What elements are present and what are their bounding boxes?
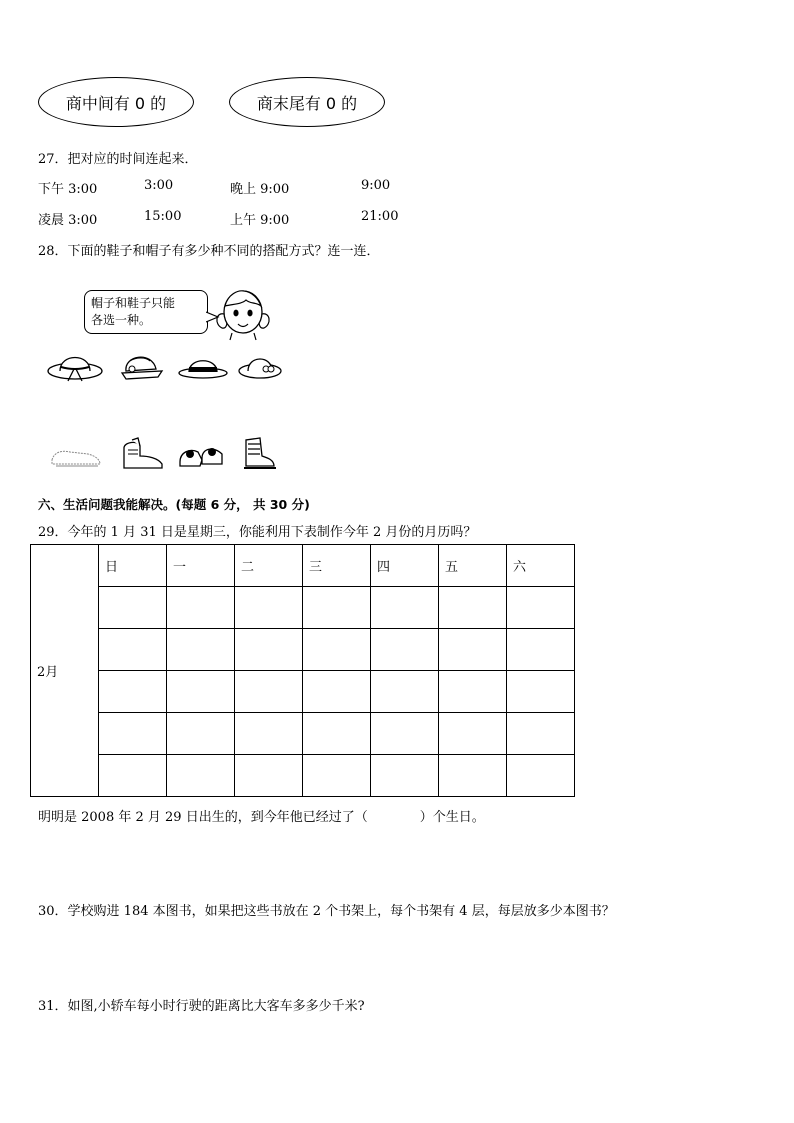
sandal-icon xyxy=(176,434,226,470)
date-cell[interactable] xyxy=(99,671,167,713)
oval-label: 商中间有 0 的 xyxy=(65,93,167,113)
section-6-heading: 六、生活问题我能解决。(每题 6 分， 共 30 分) xyxy=(38,497,310,512)
date-cell[interactable] xyxy=(235,755,303,797)
date-cell[interactable] xyxy=(507,713,575,755)
speech-bubble xyxy=(84,290,208,334)
month-label-cell xyxy=(31,545,99,797)
time-item: 3:00 xyxy=(144,178,174,193)
date-cell[interactable] xyxy=(303,671,371,713)
date-cell[interactable] xyxy=(235,713,303,755)
girl-icon xyxy=(212,284,274,342)
time-item: 9:00 xyxy=(361,178,391,193)
date-cell[interactable] xyxy=(507,671,575,713)
weekday-header: 三 xyxy=(303,545,371,587)
question-30: 30．学校购进 184 本图书，如果把这些书放在 2 个书架上，每个书架有 4 层，每层放多少本图书？ xyxy=(38,904,615,919)
date-cell[interactable] xyxy=(439,671,507,713)
date-cell[interactable] xyxy=(235,671,303,713)
bonnet-icon xyxy=(236,347,284,383)
date-cell[interactable] xyxy=(371,671,439,713)
date-cell[interactable] xyxy=(439,587,507,629)
time-item: 上午 9:00 xyxy=(230,213,290,228)
weekday-header: 五 xyxy=(439,545,507,587)
oval-quotient-middle-zero xyxy=(38,77,194,127)
high-top-icon xyxy=(236,432,278,472)
calendar-table xyxy=(30,544,575,797)
date-cell[interactable] xyxy=(507,629,575,671)
question-29-followup: 明明是 2008 年 2 月 29 日出生的，到今年他已经过了（ ）个生日。 xyxy=(38,810,485,825)
weekday-header: 六 xyxy=(507,545,575,587)
date-cell[interactable] xyxy=(439,629,507,671)
time-item: 21:00 xyxy=(361,209,399,224)
date-cell[interactable] xyxy=(439,713,507,755)
date-cell[interactable] xyxy=(303,755,371,797)
date-cell[interactable] xyxy=(99,587,167,629)
date-cell[interactable] xyxy=(235,587,303,629)
weekday-header: 二 xyxy=(235,545,303,587)
date-cell[interactable] xyxy=(303,713,371,755)
time-item: 晚上 9:00 xyxy=(230,182,290,197)
date-cell[interactable] xyxy=(167,587,235,629)
bubble-line: 各选一种。 xyxy=(91,313,152,327)
date-cell[interactable] xyxy=(167,629,235,671)
date-cell[interactable] xyxy=(235,629,303,671)
question-29-title: 29．今年的 1 月 31 日是星期三，你能利用下表制作今年 2 月份的月历吗？ xyxy=(38,525,477,540)
weekday-header: 日 xyxy=(99,545,167,587)
oval-quotient-end-zero xyxy=(229,77,385,127)
date-cell[interactable] xyxy=(371,587,439,629)
date-cell[interactable] xyxy=(371,755,439,797)
date-cell[interactable] xyxy=(371,629,439,671)
date-cell[interactable] xyxy=(507,587,575,629)
date-cell[interactable] xyxy=(439,755,507,797)
time-item: 下午 3:00 xyxy=(38,182,98,197)
boot-icon xyxy=(118,434,168,472)
sun-hat-icon xyxy=(46,347,104,385)
month-label: 2月 xyxy=(37,665,59,680)
time-item: 15:00 xyxy=(144,209,182,224)
date-cell[interactable] xyxy=(99,713,167,755)
bubble-line: 帽子和鞋子只能 xyxy=(91,296,176,310)
date-cell[interactable] xyxy=(167,755,235,797)
cap-icon xyxy=(118,349,166,383)
date-cell[interactable] xyxy=(507,755,575,797)
date-cell[interactable] xyxy=(371,713,439,755)
fedora-icon xyxy=(177,351,229,381)
date-cell[interactable] xyxy=(99,755,167,797)
date-cell[interactable] xyxy=(303,629,371,671)
weekday-header: 四 xyxy=(371,545,439,587)
weekday-header: 一 xyxy=(167,545,235,587)
date-cell[interactable] xyxy=(99,629,167,671)
date-cell[interactable] xyxy=(167,713,235,755)
question-28-title: 28．下面的鞋子和帽子有多少种不同的搭配方式？连一连． xyxy=(38,244,380,259)
sneaker-icon xyxy=(48,442,104,470)
date-cell[interactable] xyxy=(167,671,235,713)
question-27-title: 27．把对应的时间连起来． xyxy=(38,152,198,167)
time-item: 凌晨 3:00 xyxy=(38,213,98,228)
oval-label: 商末尾有 0 的 xyxy=(256,93,358,113)
question-31: 31．如图,小轿车每小时行驶的距离比大客车多多少千米? xyxy=(38,999,365,1014)
date-cell[interactable] xyxy=(303,587,371,629)
